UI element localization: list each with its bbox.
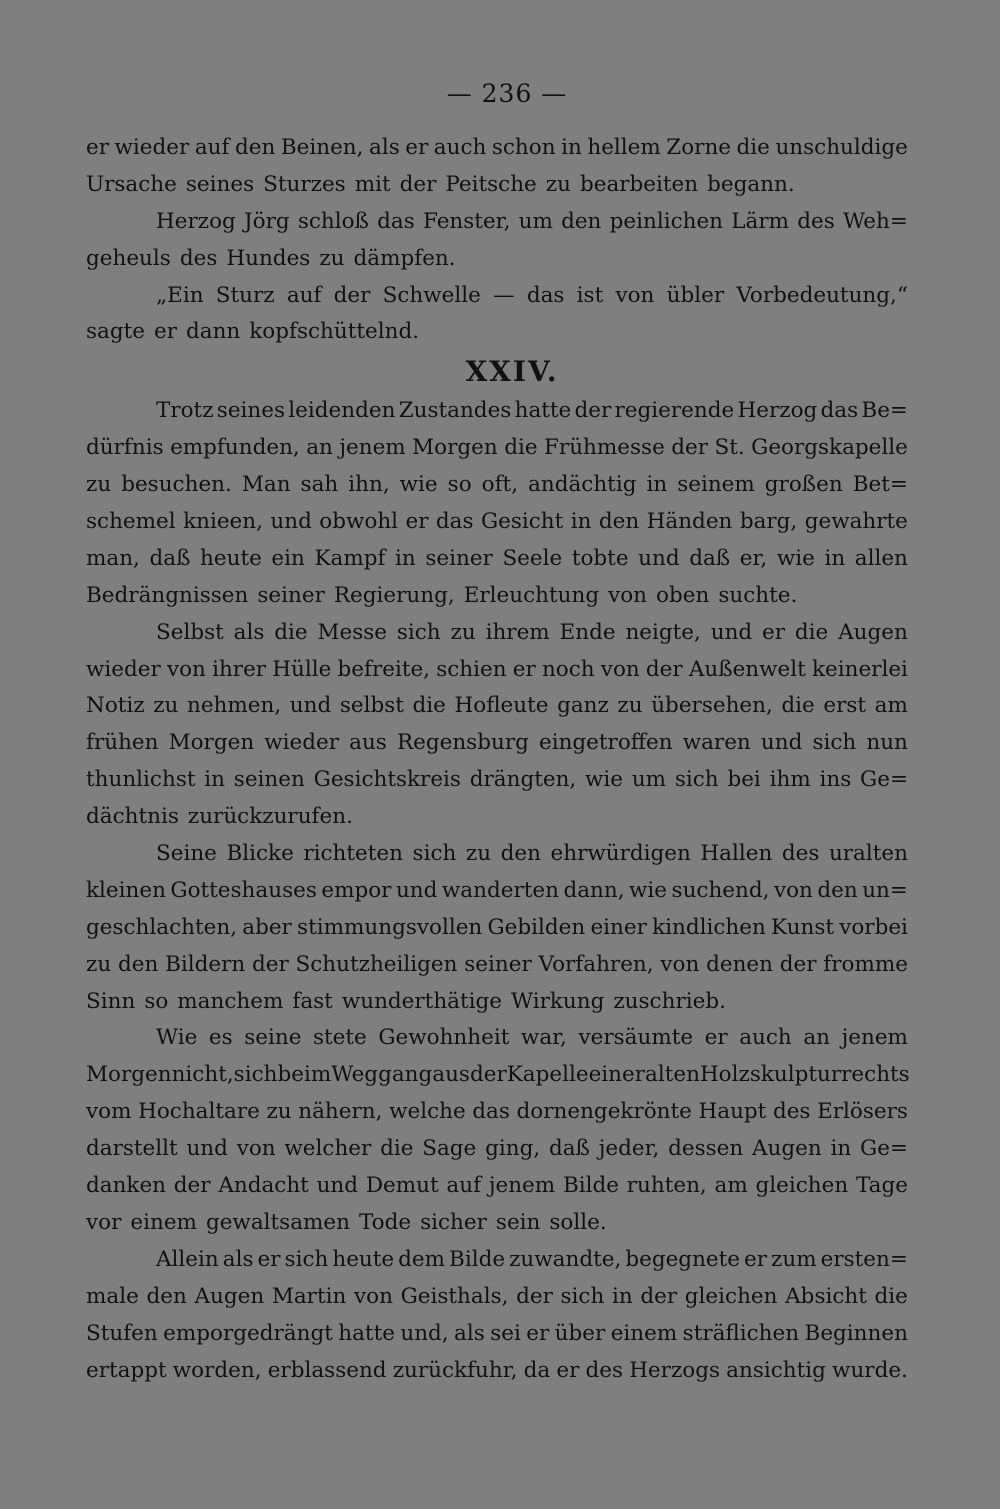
text-line: man, daß heute ein Kampf in seiner Seele tobte und daß er, wie in allen: [86, 545, 908, 571]
text-line: Bedrängnissen seiner Regierung, Erleuchtung von oben suchte.: [86, 582, 798, 608]
text-line: male den Augen Martin von Geisthals, der sich in der gleichen Absicht die: [86, 1283, 908, 1309]
paragraph: [86, 1020, 908, 1241]
text-line: Ursache seines Sturzes mit der Peitsche zu bearbeiten begann.: [86, 171, 795, 197]
text-line: danken der Andacht und Demut auf jenem Bilde ruhten, am gleichen Tage: [86, 1173, 908, 1199]
text-line: vor einem gewaltsamen Tode sicher sein solle.: [86, 1209, 607, 1235]
text-line: darstellt und von welcher die Sage ging, daß jeder, dessen Augen in Ge=: [86, 1136, 908, 1162]
text-line: thunlichst in seinen Gesichtskreis drängten, wie um sich bei ihm ins Ge=: [86, 767, 908, 793]
text-line: Wie es seine stete Gewohnheit war, versäumte er auch an jenem: [156, 1025, 908, 1051]
text-line: zu den Bildern der Schutzheiligen seiner Vorfahren, von denen der fromme: [86, 951, 908, 977]
text-line: zu besuchen. Man sah ihn, wie so oft, andächtig in seinem großen Bet=: [86, 472, 908, 498]
text-line: Seine Blicke richteten sich zu den ehrwürdigen Hallen des uralten: [156, 841, 908, 867]
text-line: schemel knieen, und obwohl er das Gesicht in den Händen barg, gewahrte: [86, 509, 908, 535]
paragraph: [86, 1242, 908, 1390]
page-body: [86, 130, 908, 1389]
text-line: vom Hochaltare zu nähern, welche das dornengekrönte Haupt des Erlösers: [86, 1099, 908, 1125]
text-line: Sinn so manchem fast wunderthätige Wirkung zuschrieb.: [86, 988, 726, 1014]
text-line: Trotz seines leidenden Zustandes hatte der regierende Herzog das Be=: [156, 398, 908, 424]
text-line: frühen Morgen wieder aus Regensburg eingetroffen waren und sich nun: [86, 730, 908, 756]
text-line: er wieder auf den Beinen, als er auch schon in hellem Zorne die unschuldige: [86, 135, 908, 160]
text-line: dürfnis empfunden, an jenem Morgen die Frühmesse der St. Georgskapelle: [86, 435, 908, 461]
paragraph: [86, 130, 908, 204]
paragraph: [86, 204, 908, 278]
text-line: kleinen Gotteshauses empor und wanderten dann, wie suchend, von den un=: [86, 877, 908, 903]
text-line: Herzog Jörg schloß das Fenster, um den peinlichen Lärm des Weh=: [156, 208, 908, 234]
page-number: — 236 —: [446, 79, 568, 108]
text-line: Notiz zu nehmen, und selbst die Hofleute ganz zu übersehen, die erst am: [86, 693, 908, 719]
text-line: dächtnis zurückzurufen.: [86, 804, 353, 830]
text-line: geschlachten, aber stimmungsvollen Gebilden einer kindlichen Kunst vorbei: [86, 914, 908, 940]
text-line: wieder von ihrer Hülle befreite, schien er noch von der Außenwelt keinerlei: [86, 656, 908, 682]
text-line: „Ein Sturz auf der Schwelle — das ist von übler Vorbedeutung,“: [156, 282, 908, 308]
text-line: Stufen emporgedrängt hatte und, als sei er über einem sträflichen Beginnen: [86, 1320, 908, 1346]
paragraph: [86, 836, 908, 1020]
paragraph: [86, 278, 908, 352]
paragraph: [86, 393, 908, 614]
text-line: ertappt worden, erblassend zurückfuhr, da er des Herzogs ansichtig wurde.: [86, 1357, 908, 1383]
text-line: Allein als er sich heute dem Bilde zuwandte, begegnete er zum ersten=: [156, 1246, 908, 1272]
text-line: Morgen nicht, sich beim Weggang aus der Kapelle einer alten Holzskulptur rechts: [86, 1062, 910, 1088]
text-line: sagte er dann kopfschüttelnd.: [86, 319, 420, 345]
chapter-heading: XXIV.: [465, 355, 559, 389]
book-page: [86, 74, 908, 1389]
text-line: Selbst als die Messe sich zu ihrem Ende neigte, und er die Augen: [156, 619, 908, 645]
text-line: geheuls des Hundes zu dämpfen.: [86, 245, 456, 271]
paragraph: [86, 615, 908, 836]
